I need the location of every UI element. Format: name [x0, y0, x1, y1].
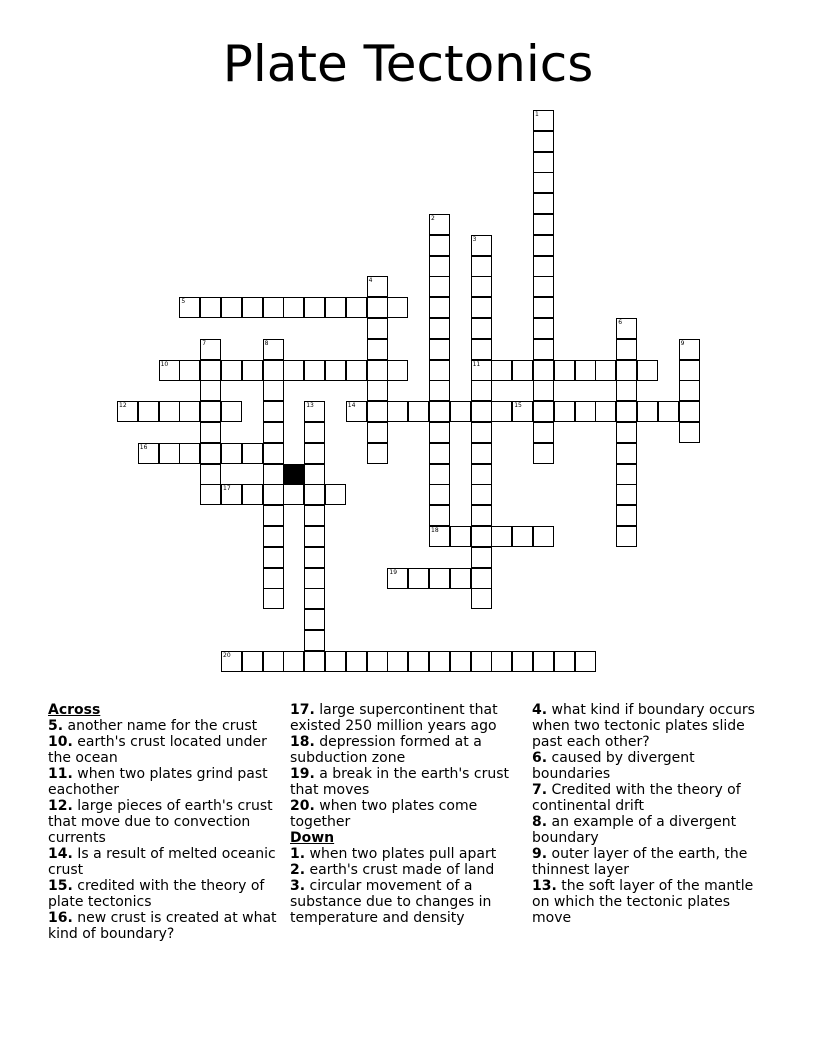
- clue-down-7: 7. Credited with the theory of continental drift: [532, 782, 741, 814]
- crossword-cell[interactable]: [471, 339, 492, 360]
- clue-across-5: 5. another name for the crust: [48, 718, 258, 734]
- crossword-cell[interactable]: [533, 193, 554, 214]
- crossword-cell[interactable]: [304, 588, 325, 609]
- cell-number: 3: [472, 235, 477, 243]
- crossword-cell[interactable]: [637, 401, 658, 422]
- crossword-cell[interactable]: [491, 651, 512, 672]
- crossword-cell[interactable]: [304, 360, 325, 381]
- crossword-cell[interactable]: [575, 651, 596, 672]
- crossword-cell[interactable]: [679, 380, 700, 401]
- crossword-cell[interactable]: [242, 297, 263, 318]
- page-title: Plate Tectonics: [222, 35, 594, 93]
- crossword-cell[interactable]: [242, 651, 263, 672]
- crossword-cell[interactable]: [408, 568, 429, 589]
- crossword-cell[interactable]: [138, 443, 159, 464]
- crossword-cell[interactable]: [533, 443, 554, 464]
- crossword-cell[interactable]: [263, 484, 284, 505]
- crossword-cell[interactable]: [221, 484, 242, 505]
- down-heading: Down: [290, 830, 335, 846]
- cell-number: 9: [680, 339, 685, 347]
- crossword-cell[interactable]: [367, 443, 388, 464]
- crossword-cell[interactable]: [533, 401, 554, 422]
- crossword-cell[interactable]: [304, 526, 325, 547]
- crossword-cell[interactable]: [221, 651, 242, 672]
- crossword-cell[interactable]: [200, 422, 221, 443]
- crossword-cell[interactable]: [533, 235, 554, 256]
- crossword-cell[interactable]: [616, 401, 637, 422]
- crossword-cell[interactable]: [429, 256, 450, 277]
- crossword-cell[interactable]: [242, 360, 263, 381]
- crossword-cell[interactable]: [263, 547, 284, 568]
- crossword-cell[interactable]: [554, 651, 575, 672]
- crossword-cell[interactable]: [512, 651, 533, 672]
- crossword-cell[interactable]: [429, 505, 450, 526]
- crossword-cell[interactable]: [658, 401, 679, 422]
- crossword-cell[interactable]: [429, 484, 450, 505]
- clues-column-2: [290, 702, 522, 926]
- crossword-cell[interactable]: [325, 360, 346, 381]
- crossword-cell[interactable]: [429, 339, 450, 360]
- crossword-cell[interactable]: [616, 526, 637, 547]
- crossword-cell[interactable]: [346, 401, 367, 422]
- crossword-cell[interactable]: [242, 443, 263, 464]
- crossword-cell[interactable]: [138, 401, 159, 422]
- clue-down-1: 1. when two plates pull apart: [290, 846, 497, 862]
- crossword-cell[interactable]: [283, 360, 304, 381]
- crossword-cell[interactable]: [263, 443, 284, 464]
- crossword-cell[interactable]: [471, 422, 492, 443]
- crossword-cell[interactable]: [533, 131, 554, 152]
- crossword-cell[interactable]: [263, 505, 284, 526]
- crossword-cell[interactable]: [616, 422, 637, 443]
- crossword-cell[interactable]: [471, 297, 492, 318]
- crossword-cell[interactable]: [367, 297, 388, 318]
- crossword-cell[interactable]: [387, 651, 408, 672]
- crossword-cell[interactable]: [429, 380, 450, 401]
- across-heading: Across: [48, 702, 101, 718]
- crossword-cell[interactable]: [304, 547, 325, 568]
- crossword-cell[interactable]: [304, 651, 325, 672]
- crossword-cell[interactable]: [263, 588, 284, 609]
- crossword-cell[interactable]: [471, 588, 492, 609]
- crossword-cell[interactable]: [533, 339, 554, 360]
- crossword-cell[interactable]: [429, 568, 450, 589]
- crossword-cell[interactable]: [429, 235, 450, 256]
- crossword-cell[interactable]: [221, 297, 242, 318]
- crossword-cell[interactable]: [367, 339, 388, 360]
- crossword-cell[interactable]: [263, 526, 284, 547]
- crossword-cell[interactable]: [429, 526, 450, 547]
- crossword-cell[interactable]: [159, 360, 180, 381]
- clue-across-15: 15. credited with the theory of plate tectonics: [48, 878, 265, 910]
- cell-number: 6: [618, 319, 623, 326]
- crossword-cell[interactable]: [471, 484, 492, 505]
- crossword-cell[interactable]: [200, 339, 221, 360]
- clue-across-14: 14. Is a result of melted oceanic crust: [48, 846, 276, 878]
- crossword-cell[interactable]: [512, 360, 533, 381]
- clue-down-13: 13. the soft layer of the mantle on which the tectonic plates move: [532, 878, 754, 926]
- crossword-cell[interactable]: [200, 401, 221, 422]
- cell-number: 10: [160, 360, 169, 368]
- crossword-cell[interactable]: [533, 214, 554, 235]
- crossword-cell[interactable]: [263, 422, 284, 443]
- crossword-cell[interactable]: [575, 360, 596, 381]
- crossword-cell[interactable]: [471, 380, 492, 401]
- crossword-cell[interactable]: [346, 360, 367, 381]
- crossword-cell[interactable]: [242, 484, 263, 505]
- crossword-cell[interactable]: [616, 380, 637, 401]
- clue-down-2: 2. earth's crust made of land: [290, 862, 495, 878]
- crossword-cell[interactable]: [471, 505, 492, 526]
- cell-number: 19: [389, 568, 398, 576]
- crossword-cell[interactable]: [679, 422, 700, 443]
- crossword-cell[interactable]: [221, 401, 242, 422]
- crossword-cell[interactable]: [679, 401, 700, 422]
- crossword-cell[interactable]: [616, 484, 637, 505]
- crossword-cell[interactable]: [471, 401, 492, 422]
- crossword-cell[interactable]: [533, 110, 554, 131]
- crossword-cell[interactable]: [429, 651, 450, 672]
- clue-across-12: 12. large pieces of earth's crust that move due to convection currents: [48, 798, 273, 846]
- crossword-cell[interactable]: [200, 464, 221, 485]
- crossword-cell[interactable]: [304, 464, 325, 485]
- crossword-cell[interactable]: [533, 276, 554, 297]
- crossword-cell[interactable]: [533, 422, 554, 443]
- crossword-cell[interactable]: [471, 651, 492, 672]
- cell-number: 15: [514, 402, 522, 410]
- crossword-cell[interactable]: [595, 401, 616, 422]
- crossword-cell[interactable]: [283, 297, 304, 318]
- crossword-cell[interactable]: [533, 360, 554, 381]
- clue-across-16: 16. new crust is created at what kind of boundary?: [48, 910, 277, 942]
- crossword-cell[interactable]: [387, 297, 408, 318]
- crossword-cell[interactable]: [263, 380, 284, 401]
- crossword-cell[interactable]: [263, 651, 284, 672]
- crossword-cell[interactable]: [367, 651, 388, 672]
- cell-number: 8: [264, 339, 269, 347]
- crossword-cell[interactable]: [200, 443, 221, 464]
- cell-number: 5: [181, 298, 186, 306]
- crossword-cell[interactable]: [471, 443, 492, 464]
- clues-column-3: [532, 702, 772, 926]
- crossword-cell[interactable]: [283, 651, 304, 672]
- clue-down-9: 9. outer layer of the earth, the thinnest layer: [532, 846, 748, 878]
- crossword-cell[interactable]: [429, 401, 450, 422]
- crossword-cell[interactable]: [408, 401, 429, 422]
- crossword-cell[interactable]: [429, 360, 450, 381]
- crossword-cell[interactable]: [304, 568, 325, 589]
- crossword-cell[interactable]: [304, 401, 325, 422]
- crossword-cell[interactable]: [471, 360, 492, 381]
- crossword-cell[interactable]: [554, 360, 575, 381]
- crossword-cell[interactable]: [325, 297, 346, 318]
- crossword-cell[interactable]: [533, 297, 554, 318]
- crossword-cell[interactable]: [471, 318, 492, 339]
- cell-number: 18: [431, 527, 439, 534]
- clue-down-3: 3. circular movement of a substance due to changes in temperature and density: [290, 878, 492, 926]
- crossword-cell[interactable]: [429, 214, 450, 235]
- crossword-cell[interactable]: [533, 651, 554, 672]
- crossword-cell[interactable]: [533, 256, 554, 277]
- cell-number: 11: [472, 360, 481, 368]
- crossword-cell[interactable]: [554, 401, 575, 422]
- clue-across-19: 19. a break in the earth's crust that moves: [290, 766, 510, 798]
- crossword-cell[interactable]: [429, 276, 450, 297]
- crossword-cell[interactable]: [637, 360, 658, 381]
- crossword-cell[interactable]: [450, 568, 471, 589]
- crossword-cell[interactable]: [429, 422, 450, 443]
- crossword-cell[interactable]: [533, 152, 554, 173]
- crossword-cell[interactable]: [367, 380, 388, 401]
- crossword-cell[interactable]: [533, 526, 554, 547]
- crossword-cell[interactable]: [450, 401, 471, 422]
- crossword-cell[interactable]: [450, 526, 471, 547]
- clue-across-11: 11. when two plates grind past eachother: [48, 766, 268, 798]
- crossword-cell[interactable]: [471, 235, 492, 256]
- cell-number: 14: [347, 402, 356, 410]
- crossword-cell[interactable]: [200, 484, 221, 505]
- crossword-cell[interactable]: [491, 401, 512, 422]
- crossword-cell[interactable]: [512, 526, 533, 547]
- clue-down-6: 6. caused by divergent boundaries: [532, 750, 695, 782]
- crossword-cell[interactable]: [471, 547, 492, 568]
- crossword-cell[interactable]: [263, 297, 284, 318]
- crossword-cell[interactable]: [471, 568, 492, 589]
- crossword-cell[interactable]: [491, 360, 512, 381]
- crossword-cell[interactable]: [179, 360, 200, 381]
- clue-across-17: 17. large supercontinent that existed 250 million years ago: [290, 702, 498, 734]
- crossword-cell[interactable]: [179, 443, 200, 464]
- clues-column-1: [48, 702, 280, 942]
- crossword-cell[interactable]: [304, 630, 325, 651]
- crossword-cell[interactable]: [471, 526, 492, 547]
- crossword-cell[interactable]: [304, 484, 325, 505]
- crossword-cell[interactable]: [346, 651, 367, 672]
- crossword-cell[interactable]: [387, 360, 408, 381]
- crossword-cell[interactable]: [471, 276, 492, 297]
- crossword-cell[interactable]: [367, 318, 388, 339]
- crossword-cell[interactable]: [429, 443, 450, 464]
- crossword-cell[interactable]: [429, 318, 450, 339]
- cell-number: 12: [119, 402, 127, 410]
- crossword-cell[interactable]: [533, 380, 554, 401]
- crossword-cell[interactable]: [263, 339, 284, 360]
- crossword-cell[interactable]: [387, 401, 408, 422]
- crossword-cell[interactable]: [304, 422, 325, 443]
- crossword-cell[interactable]: [387, 568, 408, 589]
- cell-number: 2: [431, 215, 435, 222]
- black-square: [283, 464, 304, 485]
- cell-number: 13: [306, 402, 314, 410]
- crossword-cell[interactable]: [367, 401, 388, 422]
- crossword-cell[interactable]: [471, 256, 492, 277]
- cell-number: 17: [223, 485, 231, 493]
- crossword-cell[interactable]: [429, 464, 450, 485]
- cell-number: 20: [223, 651, 231, 659]
- cell-number: 16: [139, 443, 148, 451]
- crossword-cell[interactable]: [325, 651, 346, 672]
- crossword-cell[interactable]: [200, 297, 221, 318]
- crossword-cell[interactable]: [263, 568, 284, 589]
- crossword-cell[interactable]: [304, 297, 325, 318]
- crossword-cell[interactable]: [159, 443, 180, 464]
- crossword-cell[interactable]: [616, 360, 637, 381]
- crossword-cell[interactable]: [367, 276, 388, 297]
- crossword-cell[interactable]: [179, 297, 200, 318]
- crossword-cell[interactable]: [179, 401, 200, 422]
- cell-number: 4: [368, 277, 373, 285]
- crossword-cell[interactable]: [408, 651, 429, 672]
- crossword-cell[interactable]: [263, 464, 284, 485]
- crossword-cell[interactable]: [471, 464, 492, 485]
- crossword-cell[interactable]: [616, 505, 637, 526]
- crossword-cell[interactable]: [429, 297, 450, 318]
- crossword-cell[interactable]: [304, 443, 325, 464]
- crossword-cell[interactable]: [304, 609, 325, 630]
- cell-number: 7: [202, 339, 207, 347]
- crossword-cell[interactable]: [200, 360, 221, 381]
- crossword-cell[interactable]: [159, 401, 180, 422]
- clue-across-20: 20. when two plates come together: [290, 798, 478, 830]
- crossword-cell[interactable]: [221, 443, 242, 464]
- crossword-cell[interactable]: [575, 401, 596, 422]
- clue-across-10: 10. earth's crust located under the ocean: [48, 734, 267, 766]
- crossword-cell[interactable]: [304, 505, 325, 526]
- crossword-cell[interactable]: [491, 526, 512, 547]
- crossword-cell[interactable]: [346, 297, 367, 318]
- crossword-cell[interactable]: [221, 360, 242, 381]
- crossword-cell[interactable]: [679, 339, 700, 360]
- crossword-cell[interactable]: [616, 318, 637, 339]
- crossword-cell[interactable]: [263, 360, 284, 381]
- crossword-cell[interactable]: [512, 401, 533, 422]
- crossword-cell[interactable]: [450, 651, 471, 672]
- clue-down-4: 4. what kind if boundary occurs when two tectonic plates slide past each other?: [532, 702, 755, 750]
- crossword-cell[interactable]: [616, 339, 637, 360]
- crossword-cell[interactable]: [283, 484, 304, 505]
- crossword-cell[interactable]: [117, 401, 138, 422]
- cell-number: 1: [535, 111, 539, 118]
- crossword-cell[interactable]: [200, 380, 221, 401]
- crossword-cell[interactable]: [679, 360, 700, 381]
- crossword-cell[interactable]: [533, 172, 554, 193]
- clue-across-18: 18. depression formed at a subduction zone: [290, 734, 482, 766]
- clue-down-8: 8. an example of a divergent boundary: [532, 814, 737, 846]
- crossword-cell[interactable]: [616, 443, 637, 464]
- crossword-cell[interactable]: [616, 464, 637, 485]
- crossword-cell[interactable]: [325, 484, 346, 505]
- crossword-cell[interactable]: [367, 422, 388, 443]
- crossword-cell[interactable]: [533, 318, 554, 339]
- crossword-cell[interactable]: [263, 401, 284, 422]
- crossword-cell[interactable]: [367, 360, 388, 381]
- crossword-cell[interactable]: [595, 360, 616, 381]
